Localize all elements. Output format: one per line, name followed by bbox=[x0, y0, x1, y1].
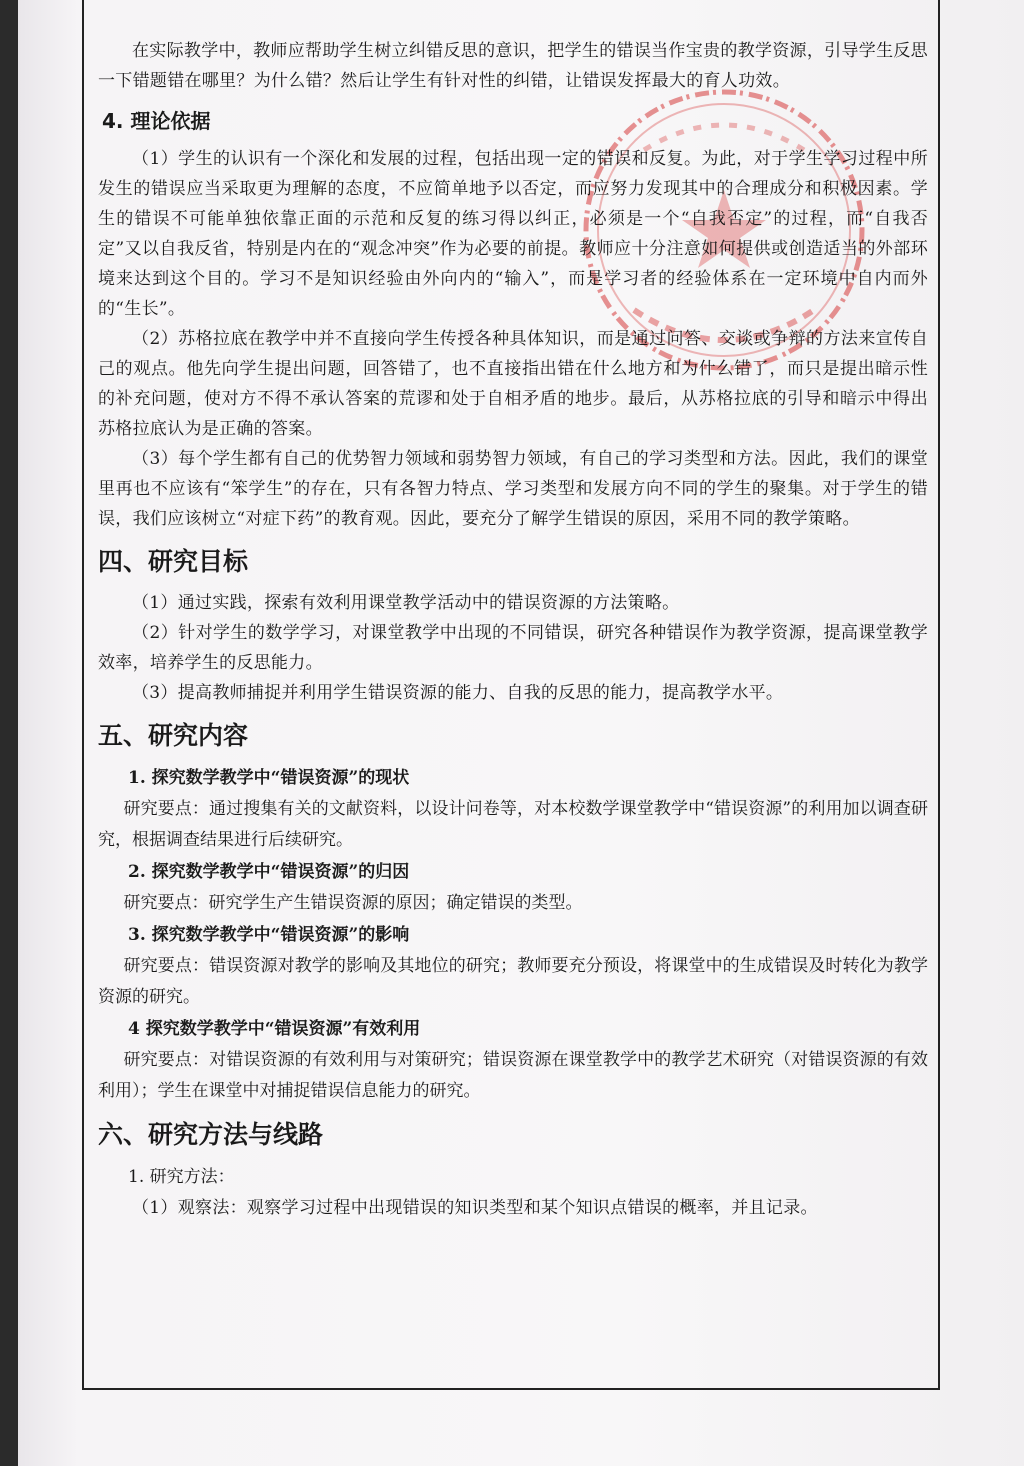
content-item-2-text: 研究要点：研究学生产生错误资源的原因；确定错误的类型。 bbox=[123, 893, 583, 913]
methods-item-1: （1）观察法：观察学习过程中出现错误的知识类型和某个知识点错误的概率，并且记录。 bbox=[132, 1198, 818, 1218]
content-item-1-text: 研究要点：通过搜集有关的文献资料，以设计问卷等，对本校数学课堂教学中“错误资源”的利用加以调查研究，根据调查结果进行后续研究。 bbox=[98, 799, 928, 850]
document-content bbox=[98, 36, 928, 1223]
goal-item-1: （1）通过实践，探索有效利用课堂教学活动中的错误资源的方法策略。 bbox=[132, 593, 680, 613]
content-item-3-title: 3. 探究数学教学中“错误资源”的影响 bbox=[128, 925, 410, 945]
content-item-2-title: 2. 探究数学教学中“错误资源”的归因 bbox=[128, 862, 410, 882]
goal-item-3: （3）提高教师捕捉并利用学生错误资源的能力、自我的反思的能力，提高教学水平。 bbox=[132, 683, 784, 703]
theory-item-3: （3）每个学生都有自己的优势智力领域和弱势智力领域，有自己的学习类型和方法。因此，我们的课堂里再也不应该有“笨学生”的存在，只有各智力特点、学习类型和发展方向不同的学生的聚集。对于学生的错误，我们应该树立“对症下药”的教育观。因此，要充分了解学生错误的原因，采用不同的教学策略。 bbox=[98, 449, 928, 529]
methods-heading: 六、研究方法与线路 bbox=[98, 1120, 324, 1149]
goal-item-2: （2）针对学生的数学学习，对课堂教学中出现的不同错误，研究各种错误作为教学资源，提高课堂教学效率，培养学生的反思能力。 bbox=[98, 623, 928, 673]
theory-item-2: （2）苏格拉底在教学中并不直接向学生传授各种具体知识，而是通过问答、交谈或争辩的方法来宣传自己的观点。他先向学生提出问题，回答错了，也不直接指出错在什么地方和为什么错了，而只是提出暗示性的补充问题，使对方不得不承认答案的荒谬和处于自相矛盾的地步。最后，从苏格拉底的引导和暗示中得出苏格拉底认为是正确的答案。 bbox=[98, 329, 928, 439]
content-item-4-title: 4 探究数学教学中“错误资源”有效利用 bbox=[128, 1019, 421, 1039]
content-heading: 五、研究内容 bbox=[98, 721, 249, 750]
content-item-4-text: 研究要点：对错误资源的有效利用与对策研究；错误资源在课堂教学中的教学艺术研究（对错误资源的有效利用）；学生在课堂中对捕捉错误信息能力的研究。 bbox=[98, 1050, 928, 1101]
methods-subheading: 1. 研究方法： bbox=[128, 1167, 235, 1187]
theory-heading: 4. 理论依据 bbox=[102, 109, 211, 133]
theory-item-1: （1）学生的认识有一个深化和发展的过程，包括出现一定的错误和反复。为此，对于学生学习过程中所发生的错误应当采取更为理解的态度，不应简单地予以否定，而应努力发现其中的合理成分和积极因素。学生的错误不可能单独依靠正面的示范和反复的练习得以纠正，必须是一个“自我否定”的过程，而“自我否定”又以自我反省，特别是内在的“观念冲突”作为必要的前提。教师应十分注意如何提供或创造适当的外部环境来达到这个目的。学习不是知识经验由外向内的“输入”，而是学习者的经验体系在一定环境中自内而外的“生长”。 bbox=[98, 149, 928, 319]
goals-heading: 四、研究目标 bbox=[98, 547, 249, 576]
document-page bbox=[18, 0, 1024, 1466]
content-item-1-title: 1. 探究数学教学中“错误资源”的现状 bbox=[128, 768, 410, 788]
content-item-3-text: 研究要点：错误资源对教学的影响及其地位的研究；教师要充分预设，将课堂中的生成错误及时转化为教学资源的研究。 bbox=[98, 956, 928, 1007]
intro-paragraph: 在实际教学中，教师应帮助学生树立纠错反思的意识，把学生的错误当作宝贵的教学资源，引导学生反思一下错题错在哪里？为什么错？然后让学生有针对性的纠错，让错误发挥最大的育人功效。 bbox=[98, 41, 928, 91]
